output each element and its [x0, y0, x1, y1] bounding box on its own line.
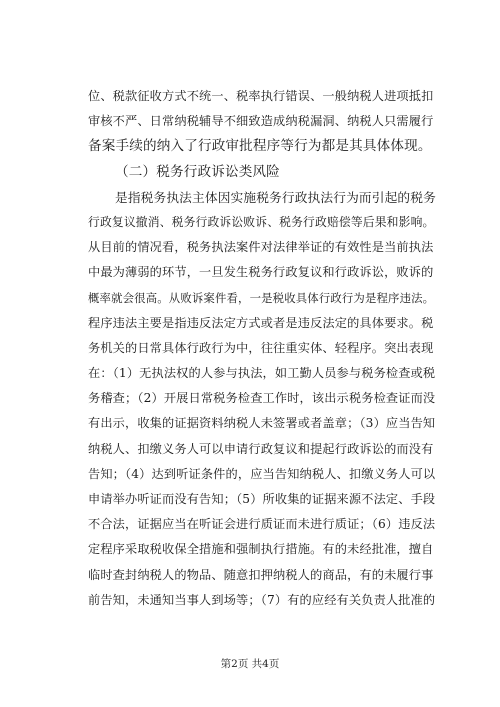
section-heading: （二）税务行政诉讼类风险 [115, 163, 280, 180]
text-line: 临时查封纳税人的物品、随意扣押纳税人的商品，有的未履行事 [88, 567, 434, 582]
text-line: 备案手续的纳入了行政审批程序等行为都是其具体体现。 [88, 138, 432, 155]
text-line: 务稽查；（2）开展日常税务检查工作时，该出示税务检查证而没 [88, 391, 436, 406]
paragraph-start-line: 是指税务执法主体因实施税务行政执法行为而引起的税务 [115, 189, 436, 205]
text-line: 程序违法主要是指违反法定方式或者是违反法定的具体要求。税 [88, 315, 434, 330]
text-line: 在：（1）无执法权的人参与执法，如工勤人员参与税务检查或税 [88, 366, 436, 381]
text-line: 不合法，证据应当在听证会进行质证而未进行质证；（6）违反法 [88, 517, 436, 532]
text-line: 申请举办听证而没有告知；（5）所收集的证据来源不法定、手段 [88, 492, 436, 506]
text-line: 务机关的日常具体行政行为中，往往重实体、轻程序。突出表现 [88, 340, 434, 355]
document-body [88, 84, 436, 613]
text-line: 中最为薄弱的环节，一旦发生税务行政复议和行政诉讼，败诉的 [88, 265, 434, 280]
text-line: 行政复议撤消、税务行政诉讼败诉、税务行政赔偿等后果和影响。 [88, 214, 435, 229]
text-line: 纳税人、扣缴义务人可以申请行政复议和提起行政诉讼的而没有 [88, 441, 434, 456]
page-number-footer: 第2页 共4页 [220, 658, 280, 670]
text-line: 审核不严、日常纳税辅导不细致造成纳税漏洞、纳税人只需履行 [88, 114, 434, 129]
text-line: 从目前的情况看，税务执法案件对法律举证的有效性是当前执法 [88, 240, 434, 255]
text-line: 有出示，收集的证据资料纳税人未签署或者盖章；（3）应当告知 [88, 416, 436, 431]
text-line: 前告知，未通知当事人到场等；（7）有的应经有关负责人批准的 [88, 592, 436, 607]
text-line: 告知；（4）达到听证条件的，应当告知纳税人、扣缴义务人可以 [88, 466, 436, 481]
text-line: 位、税款征收方式不统一、税率执行错误、一般纳税人进项抵扣 [88, 89, 434, 103]
text-line: 概率就会很高。从败诉案件看，一是税收具体行政行为是程序违法。 [88, 290, 435, 305]
text-line: 定程序采取税收保全措施和强制执行措施。有的未经批准，擅自 [88, 542, 434, 557]
